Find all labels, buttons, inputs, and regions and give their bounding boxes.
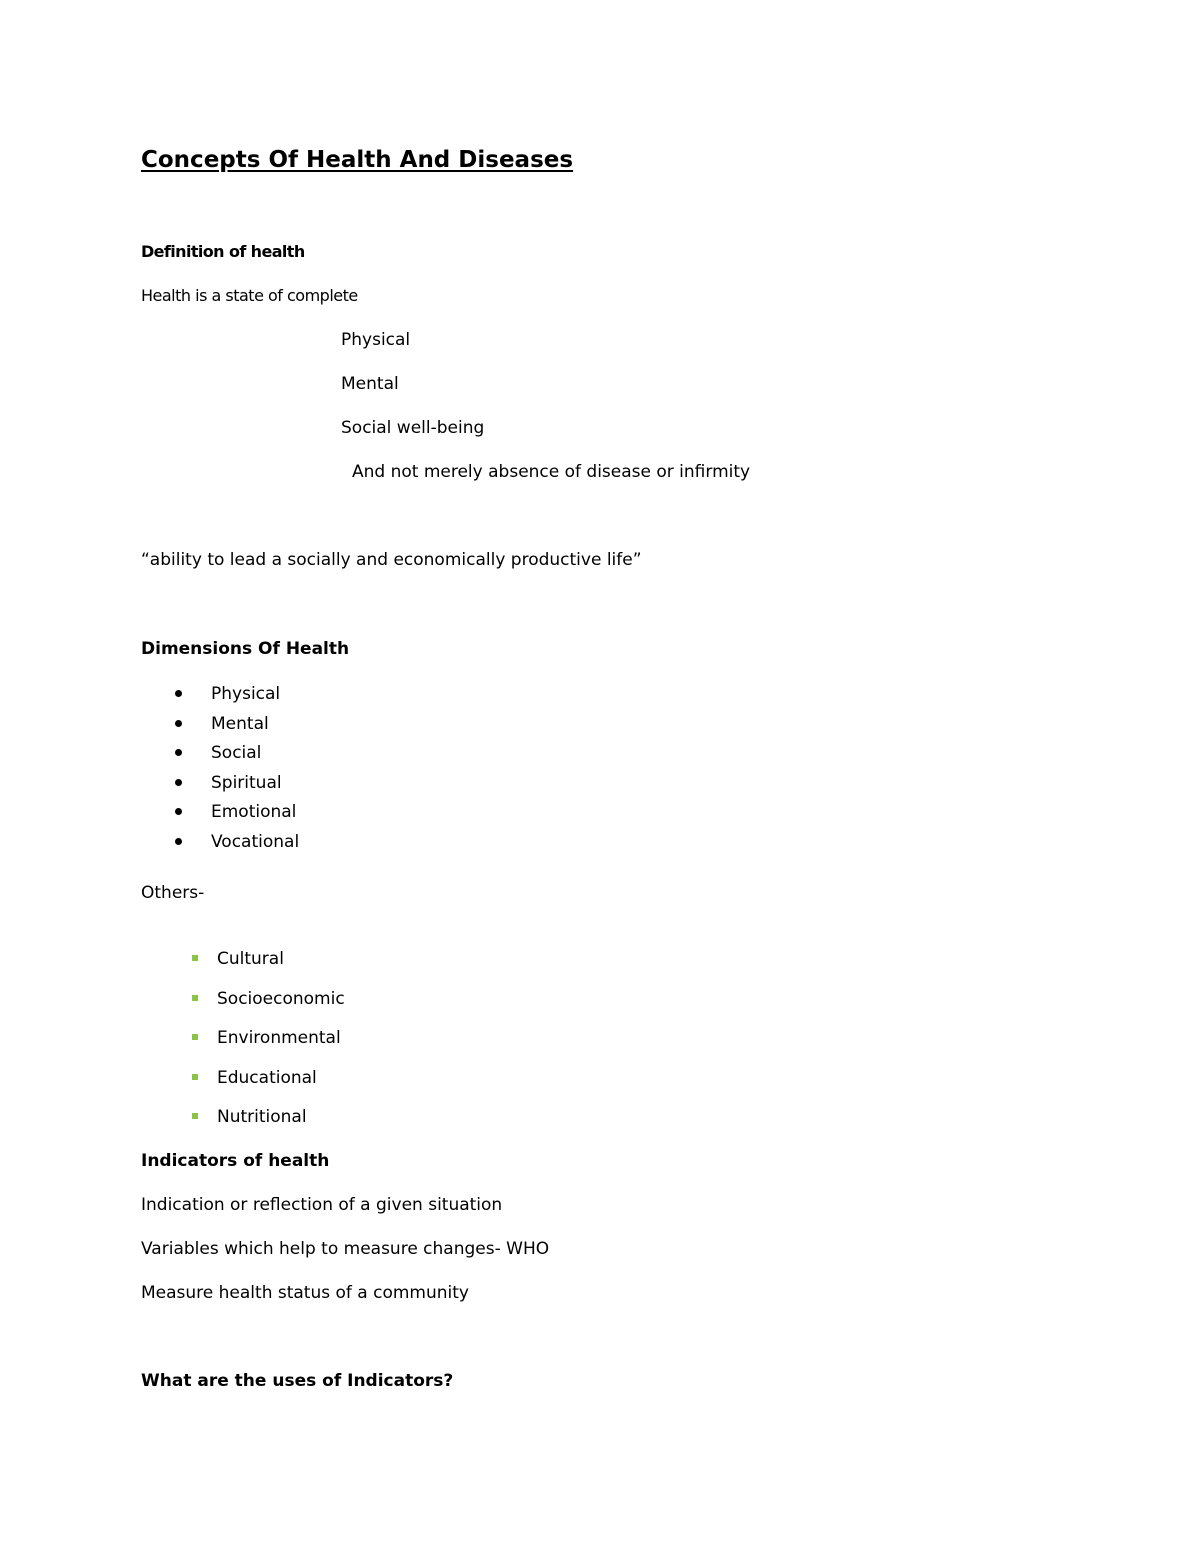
definition-component: Social well-being <box>341 418 485 438</box>
list-item-label: Educational <box>217 1068 317 1088</box>
definition-component: Mental <box>341 374 399 394</box>
indicator-line: Variables which help to measure changes- WHO <box>141 1239 550 1259</box>
list-item-label: Physical <box>211 684 281 704</box>
list-item-label: Spiritual <box>211 773 282 793</box>
definition-closing: And not merely absence of disease or infirmity <box>352 462 751 482</box>
others-label: Others- <box>141 883 205 903</box>
definition-component: Physical <box>341 330 411 350</box>
square-bullet-icon <box>192 1113 198 1119</box>
bullet-icon <box>175 749 182 756</box>
indicator-line: Indication or reflection of a given situation <box>141 1195 503 1215</box>
square-bullet-icon <box>192 1074 198 1080</box>
document-title: Concepts Of Health And Diseases <box>141 147 574 173</box>
bullet-icon <box>175 779 182 786</box>
indicators-heading: Indicators of health <box>141 1151 330 1171</box>
list-item-label: Mental <box>211 714 269 734</box>
list-item-label: Environmental <box>217 1028 341 1048</box>
bullet-icon <box>175 720 182 727</box>
list-item-label: Vocational <box>211 832 300 852</box>
definition-heading: Definition of health <box>141 242 305 261</box>
list-item-label: Socioeconomic <box>217 989 345 1009</box>
square-bullet-icon <box>192 995 198 1001</box>
bullet-icon <box>175 838 182 845</box>
list-item-label: Emotional <box>211 802 297 822</box>
square-bullet-icon <box>192 955 198 961</box>
list-item-label: Cultural <box>217 949 284 969</box>
square-bullet-icon <box>192 1034 198 1040</box>
uses-heading: What are the uses of Indicators? <box>141 1371 454 1391</box>
indicator-line: Measure health status of a community <box>141 1283 469 1303</box>
bullet-icon <box>175 808 182 815</box>
definition-quote: “ability to lead a socially and economically productive life” <box>141 550 642 570</box>
list-item-label: Social <box>211 743 262 763</box>
bullet-icon <box>175 690 182 697</box>
dimensions-heading: Dimensions Of Health <box>141 639 350 659</box>
definition-intro: Health is a state of complete <box>141 286 358 305</box>
list-item-label: Nutritional <box>217 1107 307 1127</box>
